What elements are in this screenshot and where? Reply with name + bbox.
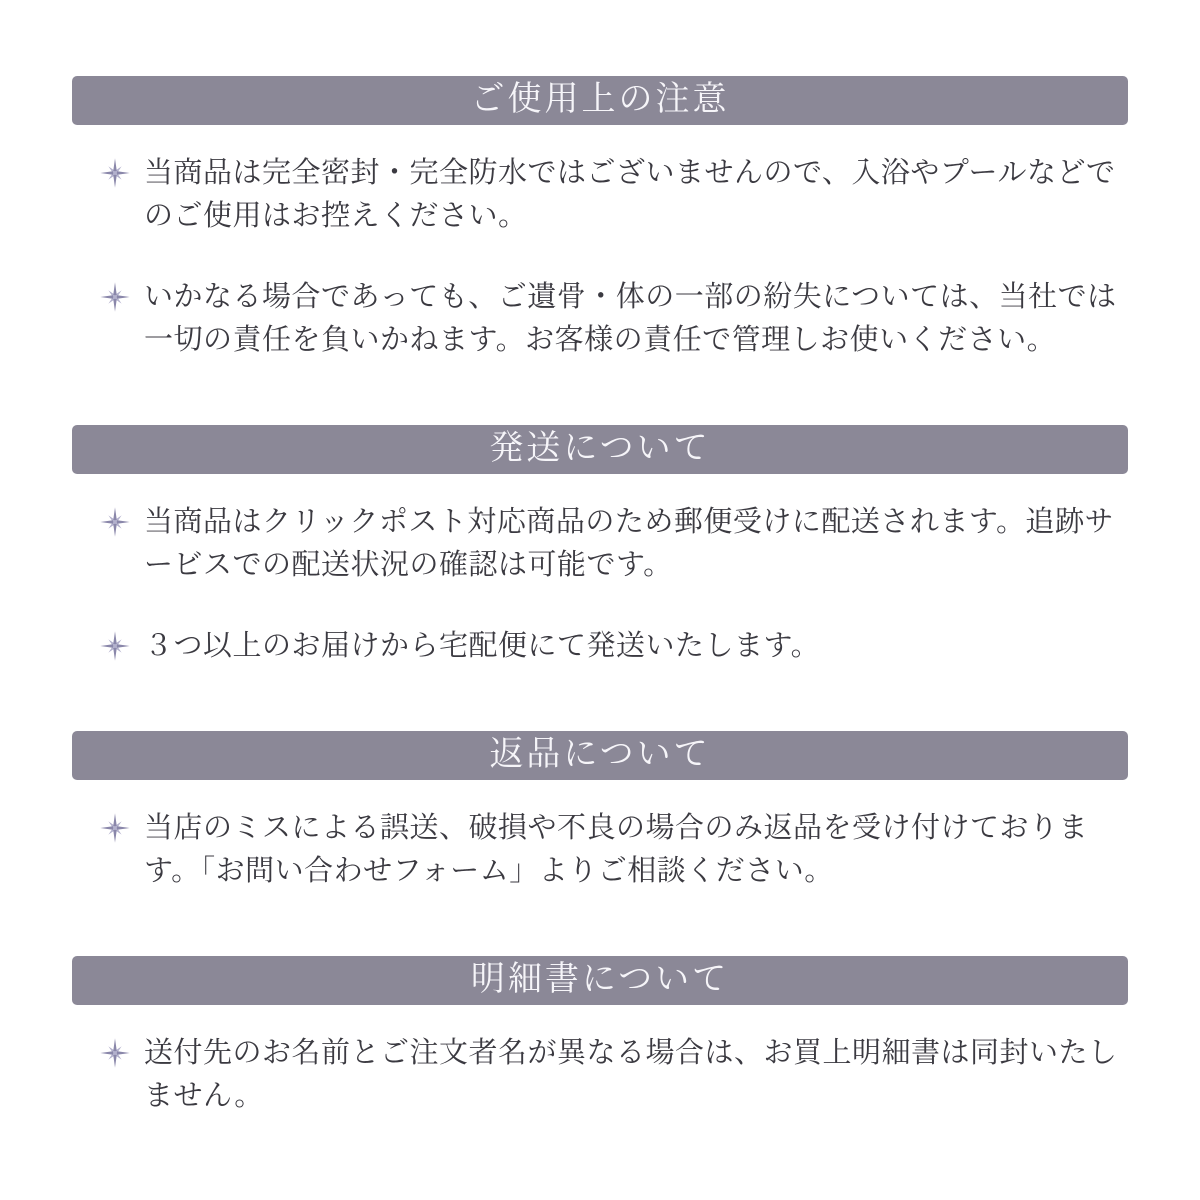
sparkle-asterisk-icon (99, 630, 131, 662)
notice-section (72, 76, 1128, 362)
notice-section (72, 731, 1128, 893)
sparkle-asterisk-icon (99, 281, 131, 313)
notice-section (72, 956, 1128, 1118)
notice-item (99, 152, 1128, 238)
sparkle-asterisk-icon (99, 506, 131, 538)
item-text: 送付先のお名前とご注文者名が異なる場合は、お買上明細書は同封いたしません。 (144, 1037, 1118, 1112)
item-text: 当商品はクリックポスト対応商品のため郵便受けに配送されます。追跡サービスでの配送状況の確認は可能です。 (144, 506, 1115, 581)
sections-root (72, 76, 1128, 1118)
item-text: 当店のミスによる誤送、破損や不良の場合のみ返品を受け付けております。「お問い合わせフォーム」よりご相談ください。 (144, 812, 1089, 887)
notice-item (99, 276, 1128, 362)
notice-item (99, 1032, 1128, 1118)
section-title: 返品について (489, 735, 711, 773)
section-items (72, 780, 1128, 893)
item-text: 当商品は完全密封・完全防水ではございませんので、入浴やプールなどでのご使用はお控えください。 (144, 157, 1116, 232)
sparkle-asterisk-icon (99, 812, 131, 844)
section-title: ご使用上の注意 (470, 80, 730, 118)
notice-section (72, 425, 1128, 668)
notice-item (99, 501, 1128, 587)
section-header-bar (72, 76, 1128, 125)
item-text: いかなる場合であっても、ご遺骨・体の一部の紛失については、当社では一切の責任を負いかねます。お客様の責任で管理しお使いください。 (144, 281, 1117, 356)
section-items (72, 474, 1128, 668)
section-title: 発送について (489, 429, 711, 467)
section-title: 明細書について (470, 960, 730, 998)
section-header-bar (72, 956, 1128, 1005)
section-items (72, 125, 1128, 362)
notice-item (99, 807, 1128, 893)
section-items (72, 1005, 1128, 1118)
section-header-bar (72, 731, 1128, 780)
sparkle-asterisk-icon (99, 1037, 131, 1069)
sparkle-asterisk-icon (99, 157, 131, 189)
notice-item (99, 625, 1128, 668)
section-header-bar (72, 425, 1128, 474)
item-text: ３つ以上のお届けから宅配便にて発送いたします。 (144, 630, 821, 662)
